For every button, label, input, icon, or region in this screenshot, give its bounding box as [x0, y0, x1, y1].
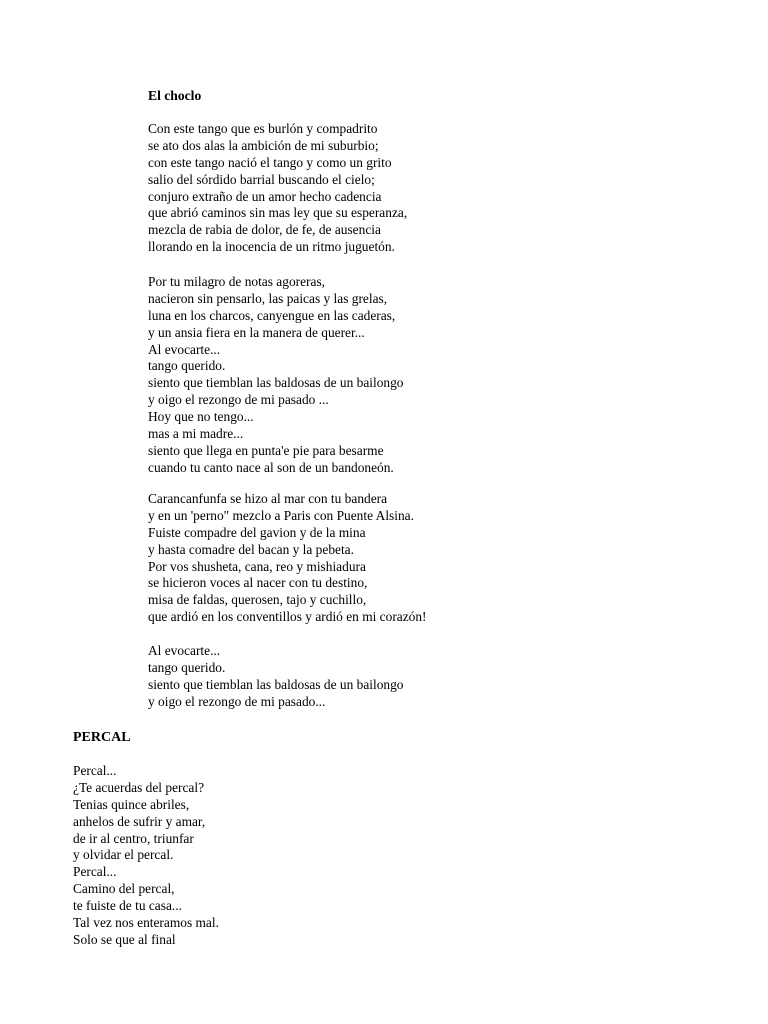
lyric-line: y olvidar el percal.	[73, 847, 174, 863]
lyric-line: tango querido.	[148, 659, 226, 675]
lyric-line: salio del sórdido barrial buscando el cielo;	[148, 171, 375, 187]
lyric-line: anhelos de sufrir y amar,	[73, 813, 206, 829]
lyric-line: cuando tu canto nace al son de un bandoneón.	[148, 459, 394, 475]
lyric-line: con este tango nació el tango y como un grito	[148, 154, 392, 170]
lyric-line: tango querido.	[148, 358, 226, 374]
lyric-line: y hasta comadre del bacan y la pebeta.	[148, 541, 354, 557]
lyric-line: y en un 'perno" mezclo a Paris con Puente Alsina.	[148, 507, 414, 523]
lyric-line: siento que llega en punta'e pie para besarme	[148, 442, 384, 458]
lyric-line: Por vos shusheta, cana, reo y mishiadura	[148, 558, 366, 574]
lyric-line: luna en los charcos, canyengue en las caderas,	[148, 307, 396, 323]
lyric-line: Solo se que al final	[73, 931, 176, 947]
stanza-el-choclo-1	[148, 121, 407, 256]
lyric-line: de ir al centro, triunfar	[73, 830, 194, 846]
lyric-line: siento que tiemblan las baldosas de un bailongo	[148, 676, 404, 692]
lyric-line: Con este tango que es burlón y compadrito	[148, 121, 378, 136]
song-title-percal: PERCAL	[73, 730, 131, 745]
song-title-el-choclo: El choclo	[148, 88, 202, 103]
lyric-line: Camino del percal,	[73, 881, 175, 897]
lyric-line: Por tu milagro de notas agoreras,	[148, 274, 326, 289]
lyric-line: Hoy que no tengo...	[148, 409, 254, 425]
lyric-line: y oigo el rezongo de mi pasado ...	[148, 392, 329, 408]
lyric-line: que ardió en los conventillos y ardió en mi corazón!	[148, 609, 427, 625]
lyric-line: Tenias quince abriles,	[73, 796, 190, 812]
lyric-line: se ato dos alas la ambición de mi suburbio;	[148, 137, 379, 153]
stanza-el-choclo-3	[148, 491, 427, 626]
lyric-line: se hicieron voces al nacer con tu destino,	[148, 575, 368, 591]
lyric-line: misa de faldas, querosen, tajo y cuchillo,	[148, 592, 367, 608]
stanza-percal-1	[73, 763, 219, 949]
lyric-line: llorando en la inocencia de un ritmo juguetón.	[148, 239, 395, 255]
lyric-line: Carancanfunfa se hizo al mar con tu bandera	[148, 491, 388, 506]
lyric-line: siento que tiemblan las baldosas de un bailongo	[148, 375, 404, 391]
lyric-line: Al evocarte...	[148, 341, 221, 357]
lyric-line: y oigo el rezongo de mi pasado...	[148, 693, 326, 709]
lyric-line: conjuro extraño de un amor hecho cadencia	[148, 188, 382, 204]
lyric-line: y un ansia fiera en la manera de querer...	[148, 324, 365, 340]
lyric-line: que abrió caminos sin mas ley que su esperanza,	[148, 205, 408, 221]
lyric-line: mas a mi madre...	[148, 426, 244, 442]
lyric-line: Percal...	[73, 763, 117, 778]
lyric-line: ¿Te acuerdas del percal?	[73, 779, 205, 795]
lyric-line: Percal...	[73, 864, 117, 880]
stanza-el-choclo-2	[148, 274, 404, 477]
lyric-line: mezcla de rabia de dolor, de fe, de ausencia	[148, 222, 381, 238]
lyric-line: nacieron sin pensarlo, las paicas y las grelas,	[148, 290, 388, 306]
lyric-line: Al evocarte...	[148, 643, 221, 658]
lyric-line: Tal vez nos enteramos mal.	[73, 915, 219, 931]
stanza-el-choclo-4	[148, 643, 404, 711]
lyric-line: Fuiste compadre del gavion y de la mina	[148, 524, 366, 540]
lyric-line: te fuiste de tu casa...	[73, 898, 182, 914]
